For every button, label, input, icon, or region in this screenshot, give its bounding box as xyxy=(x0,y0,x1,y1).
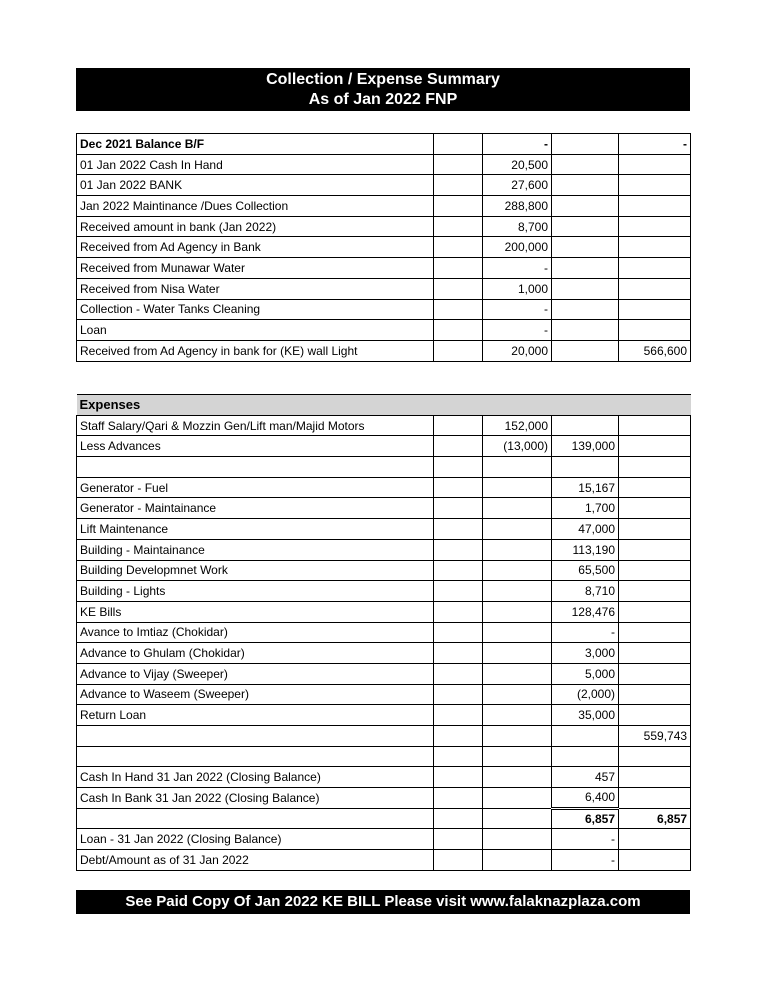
amount-cell xyxy=(619,519,691,540)
table-row xyxy=(77,829,691,850)
amount-cell xyxy=(619,196,691,217)
amount-cell: - xyxy=(483,320,552,341)
amount-cell xyxy=(619,237,691,258)
amount-cell xyxy=(619,498,691,519)
table-row xyxy=(77,808,691,829)
amount-cell xyxy=(434,663,483,684)
table-row xyxy=(77,457,691,478)
amount-cell xyxy=(434,519,483,540)
table-row xyxy=(77,767,691,788)
amount-cell xyxy=(552,258,619,279)
table-row xyxy=(77,216,691,237)
amount-cell xyxy=(552,340,619,361)
amount-cell xyxy=(619,175,691,196)
row-label: Loan - 31 Jan 2022 (Closing Balance) xyxy=(77,829,434,850)
amount-cell xyxy=(434,175,483,196)
amount-cell xyxy=(619,746,691,767)
amount-cell: 35,000 xyxy=(552,705,619,726)
amount-cell: 5,000 xyxy=(552,663,619,684)
amount-cell xyxy=(483,477,552,498)
table-row xyxy=(77,705,691,726)
table-row xyxy=(77,601,691,622)
amount-cell xyxy=(619,663,691,684)
row-label xyxy=(77,808,434,829)
amount-cell: 15,167 xyxy=(552,477,619,498)
amount-cell: - xyxy=(483,299,552,320)
row-label: Loan xyxy=(77,320,434,341)
amount-cell xyxy=(483,560,552,581)
row-label: Advance to Vijay (Sweeper) xyxy=(77,663,434,684)
row-label: Received from Munawar Water xyxy=(77,258,434,279)
amount-cell xyxy=(619,278,691,299)
row-label: Return Loan xyxy=(77,705,434,726)
table-row xyxy=(77,154,691,175)
row-label: Lift Maintenance xyxy=(77,519,434,540)
table-row xyxy=(77,278,691,299)
amount-cell xyxy=(434,477,483,498)
amount-cell xyxy=(434,788,483,809)
amount-cell xyxy=(483,726,552,747)
row-label: Advance to Waseem (Sweeper) xyxy=(77,684,434,705)
table-row xyxy=(77,581,691,602)
row-label: Dec 2021 Balance B/F xyxy=(77,134,434,155)
collection-table xyxy=(76,133,691,362)
amount-cell: 3,000 xyxy=(552,643,619,664)
amount-cell xyxy=(552,237,619,258)
row-label: 01 Jan 2022 Cash In Hand xyxy=(77,154,434,175)
amount-cell xyxy=(619,560,691,581)
amount-cell xyxy=(552,457,619,478)
row-label: Staff Salary/Qari & Mozzin Gen/Lift man/Majid Motors xyxy=(77,415,434,436)
amount-cell xyxy=(434,581,483,602)
amount-cell xyxy=(434,601,483,622)
row-label xyxy=(77,746,434,767)
amount-cell: 6,857 xyxy=(552,808,619,829)
amount-cell: 27,600 xyxy=(483,175,552,196)
amount-cell xyxy=(483,519,552,540)
row-label: Jan 2022 Maintinance /Dues Collection xyxy=(77,196,434,217)
row-label: KE Bills xyxy=(77,601,434,622)
expenses-header-row xyxy=(77,395,691,416)
amount-cell xyxy=(483,498,552,519)
amount-cell xyxy=(619,436,691,457)
amount-cell xyxy=(434,829,483,850)
table-row xyxy=(77,684,691,705)
table-row xyxy=(77,726,691,747)
amount-cell: 8,710 xyxy=(552,581,619,602)
amount-cell: 47,000 xyxy=(552,519,619,540)
table-row xyxy=(77,746,691,767)
amount-cell xyxy=(434,726,483,747)
amount-cell xyxy=(619,154,691,175)
amount-cell xyxy=(483,788,552,809)
amount-cell xyxy=(619,581,691,602)
table-row xyxy=(77,539,691,560)
table-row xyxy=(77,788,691,809)
row-label: Avance to Imtiaz (Chokidar) xyxy=(77,622,434,643)
expenses-heading: Expenses xyxy=(77,395,691,416)
amount-cell xyxy=(483,808,552,829)
amount-cell xyxy=(434,560,483,581)
amount-cell xyxy=(552,278,619,299)
amount-cell xyxy=(434,705,483,726)
amount-cell: 113,190 xyxy=(552,539,619,560)
table-row xyxy=(77,436,691,457)
amount-cell xyxy=(434,237,483,258)
amount-cell: 559,743 xyxy=(619,726,691,747)
amount-cell xyxy=(619,684,691,705)
amount-cell xyxy=(619,601,691,622)
amount-cell xyxy=(483,767,552,788)
row-label: Generator - Fuel xyxy=(77,477,434,498)
amount-cell xyxy=(619,415,691,436)
amount-cell xyxy=(619,850,691,871)
table-row xyxy=(77,663,691,684)
amount-cell xyxy=(434,767,483,788)
amount-cell: 65,500 xyxy=(552,560,619,581)
amount-cell xyxy=(483,539,552,560)
table-row xyxy=(77,134,691,155)
amount-cell: 6,400 xyxy=(552,788,619,809)
footer-note: See Paid Copy Of Jan 2022 KE BILL Please visit www.falaknazplaza.com xyxy=(76,890,690,914)
amount-cell: 139,000 xyxy=(552,436,619,457)
table-row xyxy=(77,258,691,279)
amount-cell xyxy=(434,457,483,478)
row-label: Debt/Amount as of 31 Jan 2022 xyxy=(77,850,434,871)
amount-cell xyxy=(483,581,552,602)
amount-cell xyxy=(552,726,619,747)
amount-cell: - xyxy=(552,850,619,871)
row-label: Received from Nisa Water xyxy=(77,278,434,299)
row-label: Less Advances xyxy=(77,436,434,457)
amount-cell xyxy=(434,498,483,519)
amount-cell: - xyxy=(483,134,552,155)
row-label: Collection - Water Tanks Cleaning xyxy=(77,299,434,320)
amount-cell xyxy=(434,216,483,237)
amount-cell xyxy=(434,278,483,299)
row-label: Building - Maintainance xyxy=(77,539,434,560)
amount-cell xyxy=(619,643,691,664)
table-row xyxy=(77,415,691,436)
amount-cell xyxy=(619,299,691,320)
table-row xyxy=(77,519,691,540)
row-label: Received from Ad Agency in Bank xyxy=(77,237,434,258)
amount-cell xyxy=(619,320,691,341)
table-row xyxy=(77,850,691,871)
table-row xyxy=(77,320,691,341)
amount-cell xyxy=(619,767,691,788)
amount-cell xyxy=(434,436,483,457)
table-row xyxy=(77,622,691,643)
amount-cell xyxy=(434,320,483,341)
amount-cell xyxy=(434,134,483,155)
table-row xyxy=(77,299,691,320)
table-row xyxy=(77,477,691,498)
amount-cell xyxy=(434,154,483,175)
amount-cell xyxy=(483,601,552,622)
row-label: Building Developmnet Work xyxy=(77,560,434,581)
amount-cell: - xyxy=(619,134,691,155)
amount-cell: - xyxy=(552,829,619,850)
row-label: 01 Jan 2022 BANK xyxy=(77,175,434,196)
amount-cell xyxy=(434,340,483,361)
amount-cell xyxy=(619,477,691,498)
table-row xyxy=(77,175,691,196)
table-row xyxy=(77,340,691,361)
row-label: Cash In Hand 31 Jan 2022 (Closing Balance) xyxy=(77,767,434,788)
amount-cell xyxy=(483,746,552,767)
amount-cell xyxy=(619,622,691,643)
amount-cell: 6,857 xyxy=(619,808,691,829)
amount-cell xyxy=(483,622,552,643)
amount-cell: - xyxy=(552,622,619,643)
amount-cell: 20,000 xyxy=(483,340,552,361)
amount-cell xyxy=(434,415,483,436)
amount-cell: 288,800 xyxy=(483,196,552,217)
title-line-1: Collection / Expense Summary xyxy=(266,71,500,88)
amount-cell xyxy=(434,622,483,643)
amount-cell xyxy=(619,457,691,478)
amount-cell: 20,500 xyxy=(483,154,552,175)
amount-cell xyxy=(483,850,552,871)
amount-cell xyxy=(619,829,691,850)
amount-cell xyxy=(619,788,691,809)
amount-cell xyxy=(434,196,483,217)
amount-cell: 152,000 xyxy=(483,415,552,436)
title-line-2: As of Jan 2022 FNP xyxy=(308,91,458,108)
amount-cell xyxy=(483,684,552,705)
amount-cell: 1,700 xyxy=(552,498,619,519)
amount-cell xyxy=(552,320,619,341)
amount-cell xyxy=(434,746,483,767)
amount-cell xyxy=(483,663,552,684)
amount-cell xyxy=(483,829,552,850)
amount-cell xyxy=(619,705,691,726)
amount-cell xyxy=(483,705,552,726)
table-row xyxy=(77,498,691,519)
amount-cell xyxy=(619,539,691,560)
amount-cell xyxy=(434,850,483,871)
row-label: Generator - Maintainance xyxy=(77,498,434,519)
amount-cell: (13,000) xyxy=(483,436,552,457)
table-row xyxy=(77,560,691,581)
amount-cell: 128,476 xyxy=(552,601,619,622)
row-label: Received amount in bank (Jan 2022) xyxy=(77,216,434,237)
table-row xyxy=(77,237,691,258)
amount-cell xyxy=(434,258,483,279)
row-label: Advance to Ghulam (Chokidar) xyxy=(77,643,434,664)
amount-cell xyxy=(552,154,619,175)
amount-cell: 8,700 xyxy=(483,216,552,237)
amount-cell xyxy=(434,684,483,705)
row-label: Received from Ad Agency in bank for (KE) wall Light xyxy=(77,340,434,361)
amount-cell xyxy=(483,457,552,478)
amount-cell: 457 xyxy=(552,767,619,788)
row-label xyxy=(77,726,434,747)
amount-cell: - xyxy=(483,258,552,279)
row-label: Building - Lights xyxy=(77,581,434,602)
amount-cell xyxy=(483,643,552,664)
expense-table xyxy=(76,394,691,871)
amount-cell xyxy=(552,134,619,155)
amount-cell: 566,600 xyxy=(619,340,691,361)
amount-cell xyxy=(619,216,691,237)
amount-cell xyxy=(434,299,483,320)
table-row xyxy=(77,643,691,664)
table-row xyxy=(77,196,691,217)
row-label: Cash In Bank 31 Jan 2022 (Closing Balance) xyxy=(77,788,434,809)
amount-cell: 1,000 xyxy=(483,278,552,299)
amount-cell xyxy=(434,643,483,664)
amount-cell: 200,000 xyxy=(483,237,552,258)
amount-cell xyxy=(552,415,619,436)
summary-title xyxy=(76,68,690,111)
amount-cell xyxy=(434,808,483,829)
row-label xyxy=(77,457,434,478)
amount-cell xyxy=(552,175,619,196)
amount-cell xyxy=(552,299,619,320)
amount-cell xyxy=(434,539,483,560)
amount-cell: (2,000) xyxy=(552,684,619,705)
amount-cell xyxy=(552,216,619,237)
amount-cell xyxy=(619,258,691,279)
amount-cell xyxy=(552,746,619,767)
amount-cell xyxy=(552,196,619,217)
